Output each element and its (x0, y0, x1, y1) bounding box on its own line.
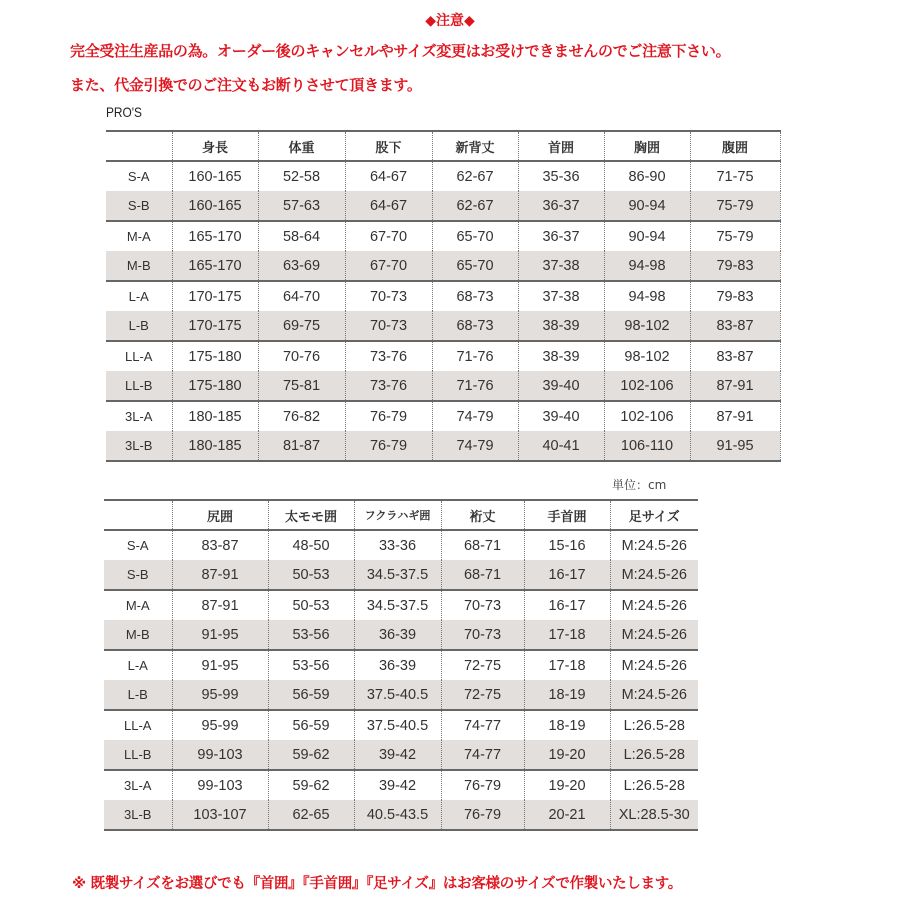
size-code-cell: S-A (104, 530, 172, 560)
measurement-cell: 72-75 (441, 680, 524, 710)
table-row (106, 221, 780, 251)
measurement-cell: 87-91 (690, 401, 780, 431)
measurement-cell: 67-70 (345, 251, 432, 281)
measurement-cell: 90-94 (604, 191, 690, 221)
table-row (106, 191, 780, 221)
measurement-cell: 68-73 (432, 281, 518, 311)
measurement-cell: 180-185 (172, 401, 258, 431)
size-code-cell: L-B (104, 680, 172, 710)
measurement-cell: 99-103 (172, 740, 268, 770)
size-code-cell: L-A (104, 650, 172, 680)
measurement-cell: 91-95 (172, 620, 268, 650)
measurement-cell: 102-106 (604, 371, 690, 401)
measurement-cell: 64-70 (258, 281, 345, 311)
size-code-cell: S-B (106, 191, 172, 221)
measurement-cell: 68-71 (441, 530, 524, 560)
measurement-cell: 71-76 (432, 371, 518, 401)
measurement-cell: 175-180 (172, 371, 258, 401)
measurement-cell: 48-50 (268, 530, 354, 560)
measurement-cell: 95-99 (172, 680, 268, 710)
header-cell: 首囲 (518, 131, 604, 161)
measurement-cell: 79-83 (690, 251, 780, 281)
table-row (106, 341, 780, 371)
measurement-cell: 95-99 (172, 710, 268, 740)
size-code-cell: LL-A (106, 341, 172, 371)
measurement-cell: 67-70 (345, 221, 432, 251)
size-code-cell: L-B (106, 311, 172, 341)
measurement-cell: 71-76 (432, 341, 518, 371)
measurement-cell: 62-67 (432, 161, 518, 191)
measurement-cell: 87-91 (172, 590, 268, 620)
measurement-cell: 37-38 (518, 251, 604, 281)
measurement-cell: 68-73 (432, 311, 518, 341)
header-cell: 新背丈 (432, 131, 518, 161)
notice-line-1: 完全受注生産品の為。オーダー後のキャンセルやサイズ変更はお受けできませんのでご注意下さい。 (70, 42, 731, 60)
size-code-cell: M-A (106, 221, 172, 251)
header-cell (106, 131, 172, 161)
measurement-cell: 38-39 (518, 341, 604, 371)
header-cell (104, 500, 172, 530)
header-cell: 足サイズ (628, 509, 680, 525)
table-row (106, 281, 780, 311)
measurement-cell: 65-70 (432, 251, 518, 281)
measurement-cell: 74-77 (441, 740, 524, 770)
measurement-cell: 33-36 (354, 530, 441, 560)
size-code-cell: 3L-B (104, 800, 172, 830)
header-cell: 太モモ囲 (268, 500, 354, 530)
measurement-cell: 16-17 (524, 560, 610, 590)
header-cell: 尻囲 (172, 500, 268, 530)
measurement-cell: 71-75 (690, 161, 780, 191)
measurement-cell: 103-107 (172, 800, 268, 830)
table-row (104, 560, 698, 590)
size-code-cell: M-B (106, 251, 172, 281)
measurement-cell: 165-170 (172, 221, 258, 251)
measurement-cell: M:24.5-26 (621, 657, 687, 674)
measurement-cell: 36-39 (354, 620, 441, 650)
measurement-cell: 94-98 (604, 281, 690, 311)
measurement-cell: 70-73 (441, 590, 524, 620)
measurement-cell: M:24.5-26 (621, 597, 687, 614)
measurement-cell: 73-76 (345, 341, 432, 371)
measurement-cell: 87-91 (172, 560, 268, 590)
measurement-cell: 57-63 (258, 191, 345, 221)
measurement-cell: 102-106 (604, 401, 690, 431)
measurement-cell: 38-39 (518, 311, 604, 341)
measurement-cell: 90-94 (604, 221, 690, 251)
measurement-cell: 65-70 (432, 221, 518, 251)
size-code-cell: S-A (106, 161, 172, 191)
measurement-cell: 73-76 (345, 371, 432, 401)
measurement-cell: 76-82 (258, 401, 345, 431)
measurement-cell: 69-75 (258, 311, 345, 341)
measurement-cell: 175-180 (172, 341, 258, 371)
footnote: ※ 既製サイズをお選びでも『首囲』『手首囲』『足サイズ』はお客様のサイズで作製いたします。 (72, 876, 683, 892)
header-cell: 腹囲 (690, 131, 780, 161)
measurement-cell: 70-73 (441, 620, 524, 650)
size-table-limb-measurements (104, 499, 698, 831)
measurement-cell: 20-21 (524, 800, 610, 830)
measurement-cell: 37-38 (518, 281, 604, 311)
measurement-cell: 70-73 (345, 311, 432, 341)
header-cell: 裄丈 (441, 500, 524, 530)
measurement-cell: 74-79 (432, 401, 518, 431)
table-header-row (106, 131, 780, 161)
measurement-cell: M:24.5-26 (621, 537, 687, 554)
brand-label: PRO'S (106, 104, 143, 120)
measurement-cell: 76-79 (441, 800, 524, 830)
measurement-cell: 59-62 (268, 770, 354, 800)
measurement-cell: 58-64 (258, 221, 345, 251)
size-code-cell: 3L-A (104, 770, 172, 800)
measurement-cell: 63-69 (258, 251, 345, 281)
measurement-cell: M:24.5-26 (610, 560, 698, 590)
header-cell: フクラハギ囲 (354, 500, 441, 530)
measurement-cell: 50-53 (268, 560, 354, 590)
size-code-cell: S-B (104, 560, 172, 590)
measurement-cell: 76-79 (345, 431, 432, 461)
measurement-cell: 83-87 (690, 341, 780, 371)
measurement-cell: 76-79 (441, 770, 524, 800)
measurement-cell: 50-53 (268, 590, 354, 620)
measurement-cell: 40-41 (518, 431, 604, 461)
measurement-cell: M:24.5-26 (610, 620, 698, 650)
measurement-cell: 53-56 (268, 650, 354, 680)
measurement-cell: 39-40 (518, 401, 604, 431)
header-cell: 手首囲 (524, 500, 610, 530)
measurement-cell: 79-83 (690, 281, 780, 311)
notice-title: ◆注意◆ (425, 13, 475, 29)
measurement-cell: 83-87 (172, 530, 268, 560)
table-row (104, 710, 698, 740)
size-code-cell: LL-B (104, 740, 172, 770)
table-row (106, 401, 780, 431)
measurement-cell: 17-18 (524, 620, 610, 650)
measurement-cell: 75-79 (690, 191, 780, 221)
measurement-cell: 75-79 (690, 221, 780, 251)
table-row (106, 251, 780, 281)
measurement-cell: 160-165 (172, 161, 258, 191)
table-row (104, 680, 698, 710)
measurement-cell: 34.5-37.5 (354, 590, 441, 620)
table-row (104, 770, 698, 800)
measurement-cell: M:24.5-26 (610, 680, 698, 710)
measurement-cell: 86-90 (604, 161, 690, 191)
measurement-cell: 17-18 (524, 650, 610, 680)
measurement-cell: 76-79 (345, 401, 432, 431)
measurement-cell: 34.5-37.5 (354, 560, 441, 590)
measurement-cell: 74-77 (441, 710, 524, 740)
table-row (104, 800, 698, 830)
header-cell: 胸囲 (604, 131, 690, 161)
measurement-cell: 18-19 (524, 710, 610, 740)
header-cell: 体重 (258, 131, 345, 161)
measurement-cell: 170-175 (172, 281, 258, 311)
measurement-cell: 36-37 (518, 221, 604, 251)
measurement-cell: 64-67 (345, 191, 432, 221)
measurement-cell: 94-98 (604, 251, 690, 281)
header-cell: 股下 (345, 131, 432, 161)
header-cell: 身長 (172, 131, 258, 161)
measurement-cell: 91-95 (172, 650, 268, 680)
measurement-cell: 62-65 (268, 800, 354, 830)
measurement-cell: 18-19 (524, 680, 610, 710)
size-code-cell: LL-B (106, 371, 172, 401)
measurement-cell: 37.5-40.5 (354, 710, 441, 740)
measurement-cell: 75-81 (258, 371, 345, 401)
table-row (104, 620, 698, 650)
measurement-cell: 98-102 (604, 311, 690, 341)
size-code-cell: M-B (104, 620, 172, 650)
size-table-body-measurements (106, 130, 781, 462)
measurement-cell: L:26.5-28 (623, 777, 685, 794)
measurement-cell: 35-36 (518, 161, 604, 191)
table-row (106, 371, 780, 401)
measurement-cell: 70-73 (345, 281, 432, 311)
size-code-cell: 3L-A (106, 401, 172, 431)
measurement-cell: 81-87 (258, 431, 345, 461)
notice-line-2: また、代金引換でのご注文もお断りさせて頂きます。 (70, 76, 422, 94)
measurement-cell: 68-71 (441, 560, 524, 590)
measurement-cell: 74-79 (432, 431, 518, 461)
measurement-cell: 72-75 (441, 650, 524, 680)
table-row (104, 590, 698, 620)
size-code-cell: M-A (104, 590, 172, 620)
measurement-cell: 56-59 (268, 680, 354, 710)
measurement-cell: 39-40 (518, 371, 604, 401)
measurement-cell: 98-102 (604, 341, 690, 371)
measurement-cell: 56-59 (268, 710, 354, 740)
measurement-cell: 87-91 (690, 371, 780, 401)
measurement-cell: 59-62 (268, 740, 354, 770)
measurement-cell: 91-95 (690, 431, 780, 461)
table-row (106, 161, 780, 191)
measurement-cell: 62-67 (432, 191, 518, 221)
size-code-cell: 3L-B (106, 431, 172, 461)
measurement-cell: 64-67 (345, 161, 432, 191)
table-row (104, 530, 698, 560)
measurement-cell: 170-175 (172, 311, 258, 341)
measurement-cell: 180-185 (172, 431, 258, 461)
measurement-cell: 15-16 (524, 530, 610, 560)
measurement-cell: 39-42 (354, 740, 441, 770)
measurement-cell: L:26.5-28 (610, 740, 698, 770)
measurement-cell: 36-39 (354, 650, 441, 680)
measurement-cell: 36-37 (518, 191, 604, 221)
unit-label: 単位：cm (612, 478, 667, 492)
size-code-cell: LL-A (104, 710, 172, 740)
measurement-cell: L:26.5-28 (623, 717, 685, 734)
measurement-cell: 99-103 (172, 770, 268, 800)
measurement-cell: 19-20 (524, 740, 610, 770)
measurement-cell: 37.5-40.5 (354, 680, 441, 710)
measurement-cell: XL:28.5-30 (610, 800, 698, 830)
measurement-cell: 160-165 (172, 191, 258, 221)
measurement-cell: 53-56 (268, 620, 354, 650)
measurement-cell: 165-170 (172, 251, 258, 281)
measurement-cell: 70-76 (258, 341, 345, 371)
table-row (104, 650, 698, 680)
measurement-cell: 106-110 (604, 431, 690, 461)
table-row (104, 740, 698, 770)
measurement-cell: 40.5-43.5 (354, 800, 441, 830)
measurement-cell: 52-58 (258, 161, 345, 191)
table-row (106, 311, 780, 341)
measurement-cell: 39-42 (354, 770, 441, 800)
measurement-cell: 19-20 (524, 770, 610, 800)
table-header-row (104, 500, 698, 530)
table-row (106, 431, 780, 461)
size-code-cell: L-A (106, 281, 172, 311)
measurement-cell: 83-87 (690, 311, 780, 341)
measurement-cell: 16-17 (524, 590, 610, 620)
